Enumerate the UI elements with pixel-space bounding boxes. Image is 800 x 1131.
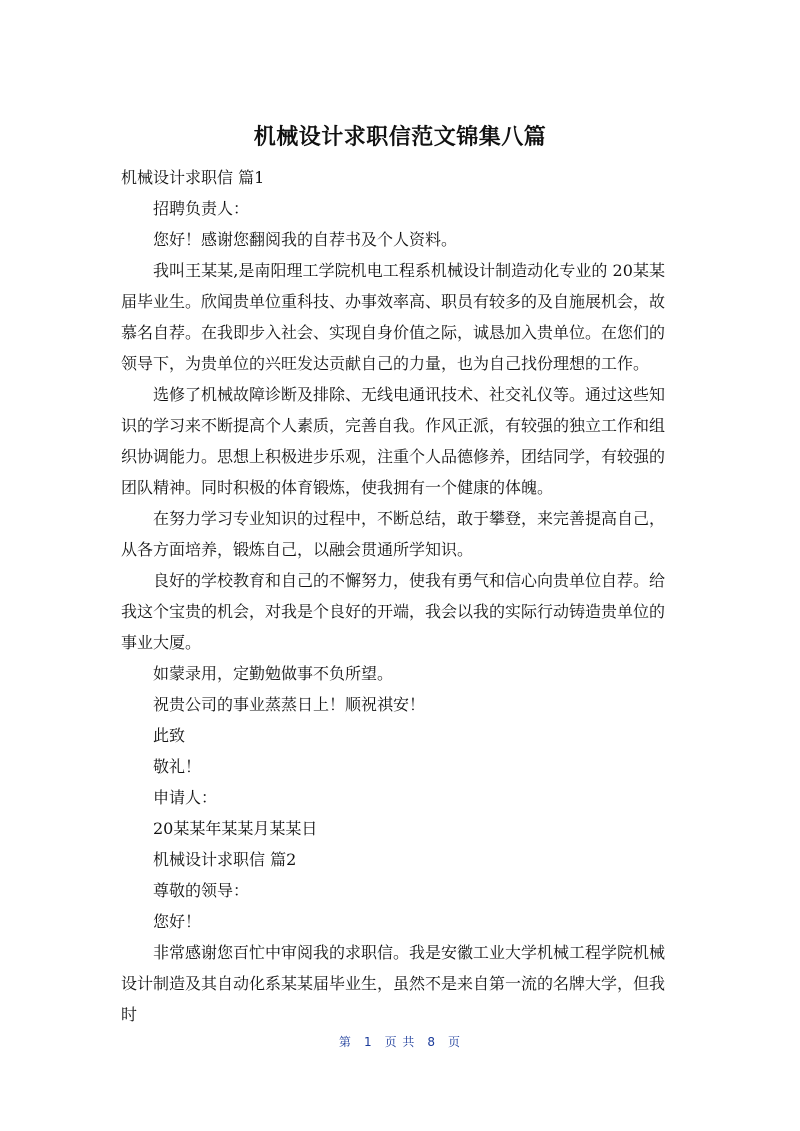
page-footer xyxy=(0,1033,800,1050)
paragraph: 选修了机械故障诊断及排除、无线电通讯技术、社交礼仪等。通过这些知识的学习来不断提高个人素质，完善自我。作风正派，有较强的独立工作和组织协调能力。思想上积极进步乐观，注重个人品德修养，团结同学，有较强的团队精神。同时积极的体育锻炼，使我拥有一个健康的体魄。 xyxy=(121,385,666,497)
paragraph: 在努力学习专业知识的过程中，不断总结，敢于攀登，来完善提高自己，从各方面培养，锻炼自己，以融会贯通所学知识。 xyxy=(121,509,666,559)
footer-total-pages: 8 xyxy=(427,1035,437,1049)
paragraph: 招聘负责人： xyxy=(153,199,250,218)
footer-suffix: 页 xyxy=(448,1035,462,1049)
paragraph: 如蒙录用，定勤勉做事不负所望。 xyxy=(153,664,394,683)
document-body xyxy=(121,162,665,1030)
footer-page-number: 1 xyxy=(363,1035,373,1049)
paragraph: 您好！ xyxy=(153,912,202,931)
paragraph: 良好的学校教育和自己的不懈努力，使我有勇气和信心向贵单位自荐。给我这个宝贵的机会，对我是个良好的开端，我会以我的实际行动铸造贵单位的事业大厦。 xyxy=(121,571,666,652)
footer-prefix: 第 xyxy=(338,1035,352,1049)
paragraph: 此致 xyxy=(153,726,186,745)
document-title: 机械设计求职信范文锦集八篇 xyxy=(253,125,547,150)
paragraph: 非常感谢您百忙中审阅我的求职信。我是安徽工业大学机械工程学院机械设计制造及其自动化系某某届毕业生，虽然不是来自第一流的名牌大学，但我时 xyxy=(121,943,666,1024)
paragraph: 我叫王某某,是南阳理工学院机电工程系机械设计制造动化专业的 20某某届毕业生。欣闻贵单位重科技、办事效率高、职员有较多的及自施展机会，故慕名自荐。在我即步入社会、实现自身价值之际，诚恳加入贵单位。在您们的领导下，为贵单位的兴旺发达贡献自己的力量，也为自己找份理想的工作。 xyxy=(121,261,666,373)
section-heading: 机械设计求职信 篇2 xyxy=(153,850,297,869)
paragraph: 您好！感谢您翻阅我的自荐书及个人资料。 xyxy=(153,230,458,249)
paragraph: 尊敬的领导： xyxy=(153,881,250,900)
paragraph: 敬礼！ xyxy=(153,757,202,776)
paragraph: 祝贵公司的事业蒸蒸日上！顺祝祺安！ xyxy=(153,695,426,714)
paragraph: 申请人： xyxy=(153,788,218,807)
footer-middle: 页 共 xyxy=(384,1035,416,1049)
paragraph: 机械设计求职信 篇1 xyxy=(121,168,265,187)
paragraph: 20某某年某某月某某日 xyxy=(153,819,318,838)
